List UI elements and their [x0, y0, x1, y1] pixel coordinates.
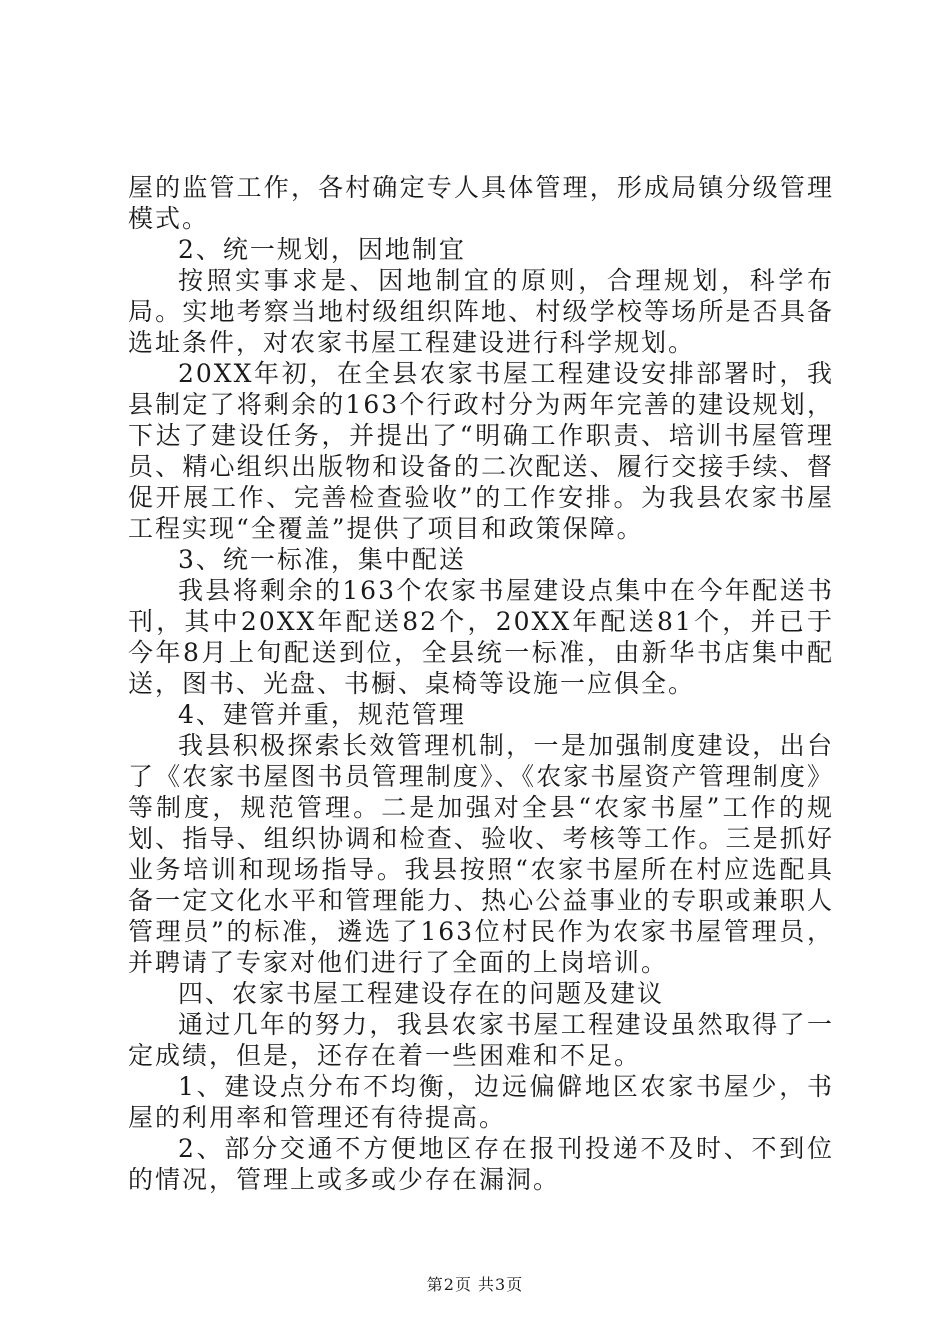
section-heading: 4、建管并重，规范管理 [178, 700, 466, 729]
paragraph: 1、建设点分布不均衡，边远偏僻地区农家书屋少，书屋的利用率和管理还有待提高。 [128, 1072, 834, 1132]
paragraph: 我县积极探索长效管理机制，一是加强制度建设，出台了《农家书屋图书员管理制度》、《农家书屋资产管理制度》等制度，规范管理。二是加强对全县“农家书屋”工作的规划、指导、组织协调和检查、验收、考核等工作。三是抓好业务培训和现场指导。我县按照“农家书屋所在村应选配具备一定文化水平和管理能力、热心公益事业的专职或兼职人管理员”的标准，遴选了163位村民作为农家书屋管理员，并聘请了专家对他们进行了全面的上岗培训。 [128, 731, 834, 977]
paragraph: 通过几年的努力，我县农家书屋工程建设虽然取得了一定成绩，但是，还存在着一些困难和不足。 [128, 1010, 834, 1070]
paragraph: 2、部分交通不方便地区存在报刊投递不及时、不到位的情况，管理上或多或少存在漏洞。 [128, 1134, 834, 1194]
paragraph: 我县将剩余的163个农家书屋建设点集中在今年配送书刊，其中20XX年配送82个，20XX年配送81个，并已于今年8月上旬配送到位，全县统一标准，由新华书店集中配送，图书、光盘、书橱、桌椅等设施一应俱全。 [128, 576, 834, 698]
page-number-footer: 第2页 共3页 [426, 1275, 524, 1294]
section-heading: 四、农家书屋工程建设存在的问题及建议 [178, 979, 665, 1008]
paragraph: 按照实事求是、因地制宜的原则，合理规划，科学布局。实地考察当地村级组织阵地、村级学校等场所是否具备选址条件，对农家书屋工程建设进行科学规划。 [128, 266, 834, 357]
section-heading: 2、统一规划，因地制宜 [178, 235, 466, 264]
section-heading: 3、统一标准，集中配送 [178, 545, 466, 574]
paragraph: 20XX年初，在全县农家书屋工程建设安排部署时，我县制定了将剩余的163个行政村分为两年完善的建设规划，下达了建设任务，并提出了“明确工作职责、培训书屋管理员、精心组织出版物和设备的二次配送、履行交接手续、督促开展工作、完善检查验收”的工作安排。为我县农家书屋工程实现“全覆盖”提供了项目和政策保障。 [128, 359, 834, 543]
paragraph-continuation: 屋的监管工作，各村确定专人具体管理，形成局镇分级管理模式。 [128, 173, 834, 233]
document-body [128, 172, 834, 1195]
